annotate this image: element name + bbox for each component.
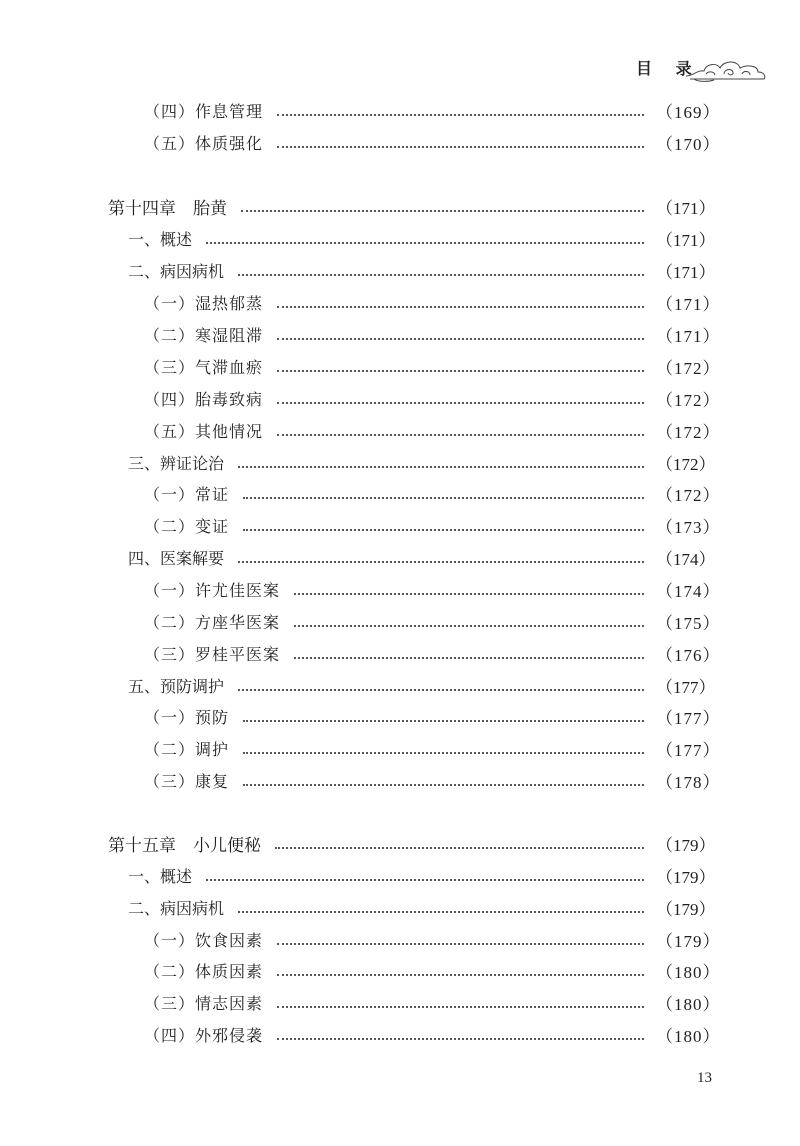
- toc-entry-page: （174）: [656, 581, 721, 601]
- toc-entry-label: （一）常证: [144, 484, 230, 504]
- toc-subsection-entry[interactable]: [0, 319, 800, 349]
- dot-leader: [275, 846, 644, 849]
- toc-entry-page: （172）: [656, 454, 716, 474]
- toc-entry-label: （四）作息管理: [144, 101, 264, 121]
- toc-entry-page: （178）: [656, 772, 721, 792]
- toc-entry-label: 第十五章 小儿便秘: [108, 835, 261, 856]
- toc-subsection-entry[interactable]: [0, 1019, 800, 1049]
- toc-entry-page: （174）: [656, 549, 716, 569]
- toc-entry-label: （四）外邪侵袭: [144, 1025, 264, 1045]
- toc-entry-page: （179）: [656, 899, 716, 919]
- toc-entry-page: （172）: [656, 358, 721, 378]
- dot-leader: [238, 273, 644, 276]
- toc-entry-label: 三、辨证论治: [128, 453, 225, 473]
- dot-leader: [277, 1005, 644, 1008]
- toc-entry-label: （二）变证: [144, 516, 230, 536]
- toc-section-entry[interactable]: [0, 670, 800, 700]
- toc-entry-label: （一）许尤佳医案: [144, 580, 281, 600]
- dot-leader: [238, 910, 644, 913]
- toc-entry-page: （177）: [656, 708, 721, 728]
- dot-leader: [294, 624, 644, 627]
- page-header: [588, 52, 768, 88]
- toc-entry-label: 五、预防调护: [128, 676, 225, 696]
- dot-leader: [243, 719, 644, 722]
- dot-leader: [277, 973, 644, 976]
- toc-entry-label: （二）方座华医案: [144, 612, 281, 632]
- toc-entry-label: （二）调护: [144, 739, 230, 759]
- toc-chapter-entry[interactable]: [0, 191, 800, 221]
- dot-leader: [277, 401, 644, 404]
- dot-leader: [277, 433, 644, 436]
- toc-entry-label: （四）胎毒致病: [144, 389, 264, 409]
- toc-section-entry[interactable]: [0, 255, 800, 285]
- toc-entry-page: （172）: [656, 422, 721, 442]
- toc-subsection-entry[interactable]: [0, 351, 800, 381]
- dot-leader: [238, 465, 644, 468]
- dot-leader: [206, 241, 644, 244]
- cloud-ornament-icon: [684, 52, 768, 86]
- toc-entry-label: 第十四章 胎黄: [108, 198, 227, 219]
- toc-entry-page: （172）: [656, 390, 721, 410]
- toc-section-entry[interactable]: [0, 892, 800, 922]
- toc-subsection-entry[interactable]: [0, 287, 800, 317]
- toc-entry-label: （二）寒湿阻滞: [144, 325, 264, 345]
- toc-entry-page: （173）: [656, 517, 721, 537]
- toc-entry-page: （171）: [656, 326, 721, 346]
- toc-entry-page: （175）: [656, 613, 721, 633]
- toc-subsection-entry[interactable]: [0, 987, 800, 1017]
- toc-subsection-entry[interactable]: [0, 733, 800, 763]
- dot-leader: [243, 783, 644, 786]
- toc-entry-label: （一）湿热郁蒸: [144, 293, 264, 313]
- toc-entry-label: （三）罗桂平医案: [144, 644, 281, 664]
- toc-subsection-entry[interactable]: [0, 955, 800, 985]
- toc-entry-label: （三）康复: [144, 771, 230, 791]
- toc-chapter-entry[interactable]: [0, 828, 800, 858]
- toc-entry-page: （171）: [656, 230, 716, 250]
- toc-entry-page: （176）: [656, 645, 721, 665]
- toc-entry-page: （179）: [656, 931, 721, 951]
- toc-entry-label: （五）体质强化: [144, 133, 264, 153]
- toc-entry-page: （169）: [656, 102, 721, 122]
- toc-entry-label: 二、病因病机: [128, 898, 225, 918]
- toc-subsection-entry[interactable]: [0, 95, 800, 125]
- toc-entry-page: （180）: [656, 1026, 721, 1046]
- dot-leader: [243, 751, 644, 754]
- toc-section-entry[interactable]: [0, 860, 800, 890]
- header-title: 目 录: [636, 59, 701, 78]
- dot-leader: [277, 113, 644, 116]
- dot-leader: [241, 209, 644, 212]
- dot-leader: [243, 528, 644, 531]
- toc-subsection-entry[interactable]: [0, 924, 800, 954]
- toc-entry-page: （177）: [656, 677, 716, 697]
- toc-entry-label: （二）体质因素: [144, 961, 264, 981]
- toc-entry-label: 四、医案解要: [128, 548, 225, 568]
- dot-leader: [277, 942, 644, 945]
- dot-leader: [277, 145, 644, 148]
- toc-section-entry[interactable]: [0, 447, 800, 477]
- toc-entry-page: （180）: [656, 962, 721, 982]
- toc-entry-label: （五）其他情况: [144, 421, 264, 441]
- toc-section-entry[interactable]: [0, 542, 800, 572]
- dot-leader: [206, 878, 644, 881]
- dot-leader: [277, 369, 644, 372]
- toc-subsection-entry[interactable]: [0, 638, 800, 668]
- toc-subsection-entry[interactable]: [0, 127, 800, 157]
- toc-subsection-entry[interactable]: [0, 510, 800, 540]
- toc-subsection-entry[interactable]: [0, 606, 800, 636]
- toc-entry-page: （171）: [656, 262, 716, 282]
- toc-entry-label: （一）预防: [144, 707, 230, 727]
- dot-leader: [294, 656, 644, 659]
- toc-entry-page: （172）: [656, 485, 721, 505]
- toc-entry-label: （一）饮食因素: [144, 930, 264, 950]
- dot-leader: [294, 592, 644, 595]
- toc-entry-label: （三）情志因素: [144, 993, 264, 1013]
- toc-entry-page: （179）: [656, 867, 716, 887]
- toc-subsection-entry[interactable]: [0, 765, 800, 795]
- dot-leader: [238, 688, 644, 691]
- toc-subsection-entry[interactable]: [0, 415, 800, 445]
- toc-entry-page: （171）: [656, 198, 716, 218]
- toc-subsection-entry[interactable]: [0, 701, 800, 731]
- dot-leader: [238, 560, 644, 563]
- toc-entry-label: 二、病因病机: [128, 261, 225, 281]
- toc-subsection-entry[interactable]: [0, 574, 800, 604]
- toc-entry-page: （180）: [656, 994, 721, 1014]
- toc-subsection-entry[interactable]: [0, 478, 800, 508]
- dot-leader: [277, 1037, 644, 1040]
- toc-entry-label: （三）气滞血瘀: [144, 357, 264, 377]
- toc-entry-page: （171）: [656, 294, 721, 314]
- toc-entry-page: （170）: [656, 134, 721, 154]
- toc-entry-page: （177）: [656, 740, 721, 760]
- toc-entry-page: （179）: [656, 835, 716, 855]
- dot-leader: [243, 496, 644, 499]
- toc-entry-label: 一、概述: [128, 229, 193, 249]
- toc-subsection-entry[interactable]: [0, 383, 800, 413]
- page-number: 13: [697, 1070, 712, 1086]
- toc-entry-label: 一、概述: [128, 866, 193, 886]
- dot-leader: [277, 305, 644, 308]
- toc-section-entry[interactable]: [0, 223, 800, 253]
- dot-leader: [277, 337, 644, 340]
